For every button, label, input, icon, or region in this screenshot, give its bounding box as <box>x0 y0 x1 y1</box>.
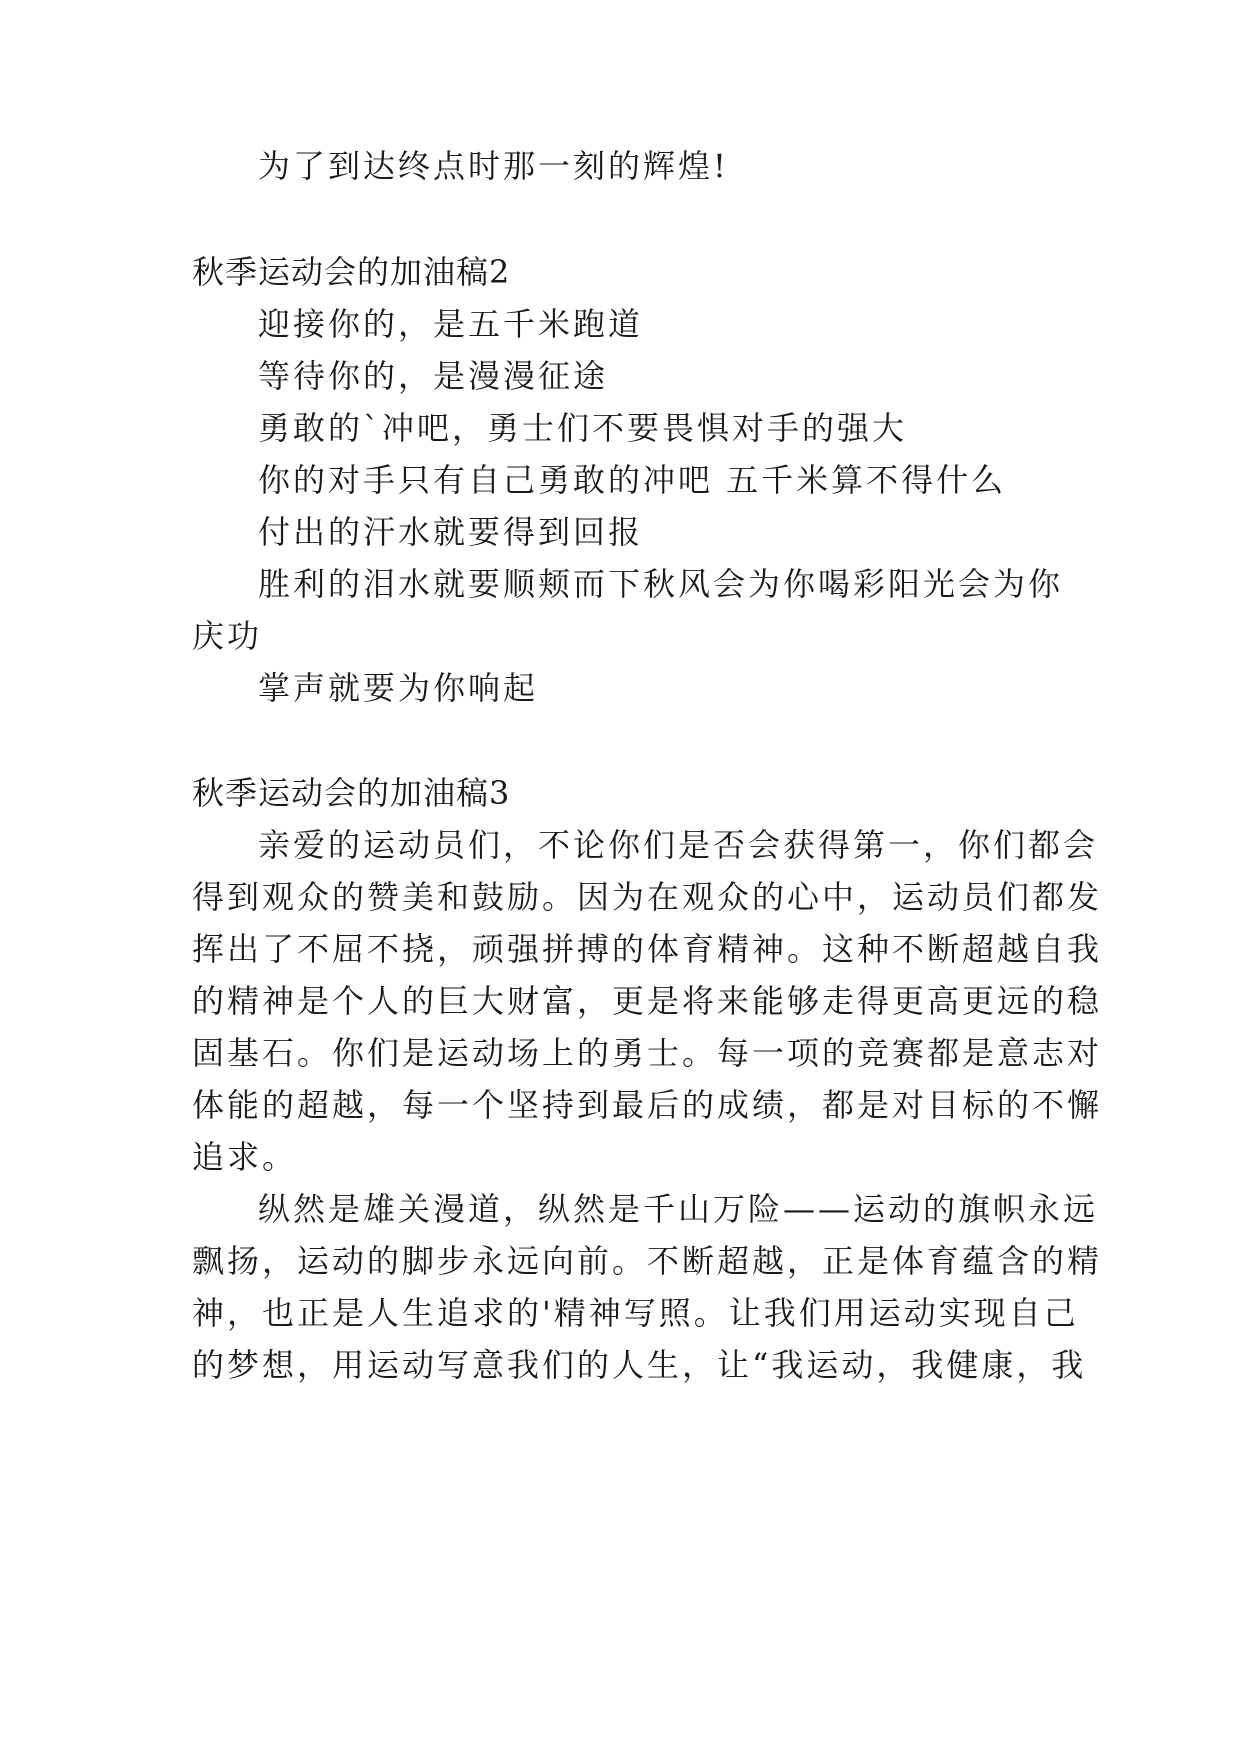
section-heading: 秋季运动会的加油稿3 <box>192 774 511 812</box>
paragraph-line: 的梦想，用运动写意我们的人生，让“我运动，我健康，我 <box>192 1346 1087 1384</box>
paragraph-line: 追求。 <box>192 1138 298 1176</box>
text-line: 胜利的泪水就要顺颊而下秋风会为你喝彩阳光会为你 <box>258 565 1064 603</box>
text-line: 勇敢的`冲吧，勇士们不要畏惧对手的强大 <box>258 409 908 447</box>
text-line: 迎接你的，是五千米跑道 <box>258 305 644 343</box>
paragraph-line: 得到观众的赞美和鼓励。因为在观众的心中，运动员们都发 <box>192 878 1103 916</box>
text-line: 等待你的，是漫漫征途 <box>258 357 609 395</box>
section-heading: 秋季运动会的加油稿2 <box>192 253 511 291</box>
paragraph-line: 固基石。你们是运动场上的勇士。每一项的竞赛都是意志对 <box>192 1034 1103 1072</box>
paragraph-line: 亲爱的运动员们，不论你们是否会获得第一，你们都会 <box>258 826 1099 864</box>
text-line: 掌声就要为你响起 <box>258 669 539 707</box>
text-line: 为了到达终点时那一刻的辉煌! <box>258 147 729 185</box>
paragraph-line: 挥出了不屈不挠，顽强拼搏的体育精神。这种不断超越自我 <box>192 930 1103 968</box>
text-line: 你的对手只有自己勇敢的冲吧 五千米算不得什么 <box>258 461 1007 499</box>
paragraph-line: 神，也正是人生追求的'精神写照。让我们用运动实现自己 <box>192 1294 1079 1332</box>
text-line: 庆功 <box>192 617 263 655</box>
text-line: 付出的汗水就要得到回报 <box>258 513 644 551</box>
paragraph-line: 飘扬，运动的脚步永远向前。不断超越，正是体育蕴含的精 <box>192 1242 1103 1280</box>
paragraph-line: 的精神是个人的巨大财富，更是将来能够走得更高更远的稳 <box>192 982 1103 1020</box>
paragraph-line: 纵然是雄关漫道，纵然是千山万险——运动的旗帜永远 <box>258 1190 1099 1228</box>
paragraph-line: 体能的超越，每一个坚持到最后的成绩，都是对目标的不懈 <box>192 1086 1103 1124</box>
